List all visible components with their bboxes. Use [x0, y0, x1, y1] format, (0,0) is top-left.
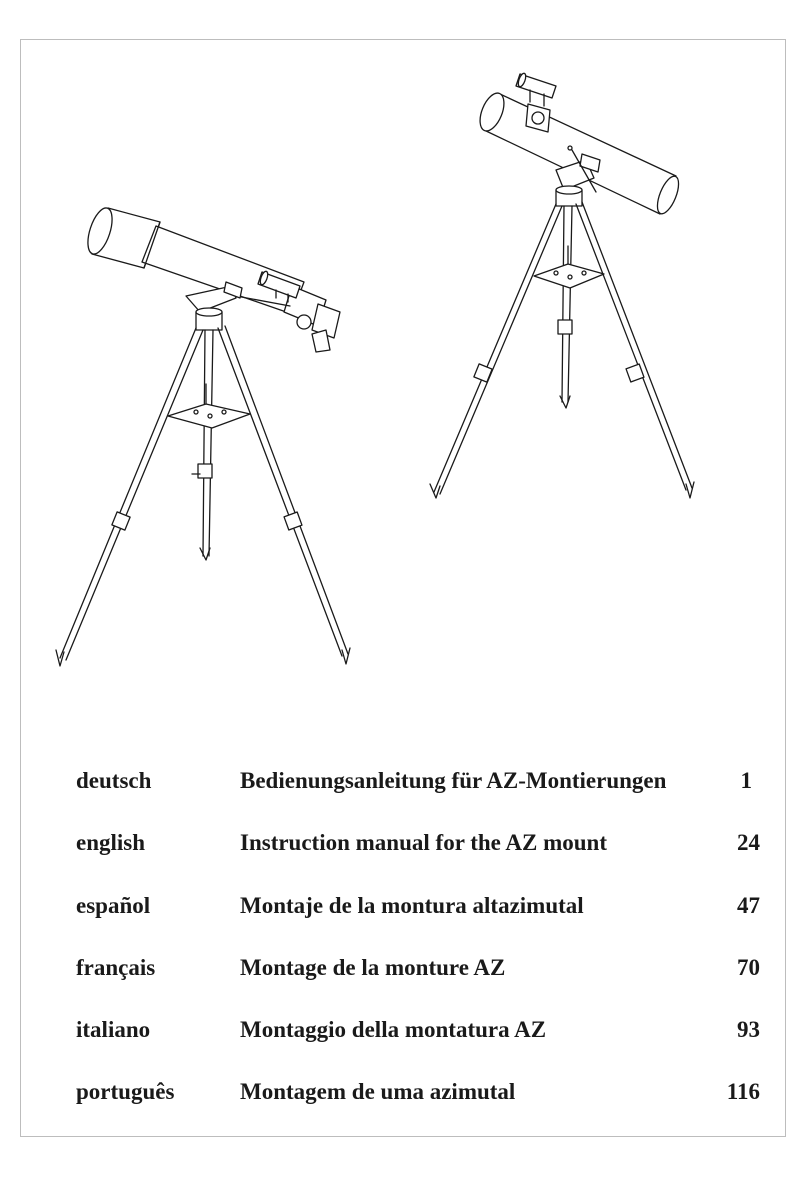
toc-page-number: 93	[737, 1017, 760, 1042]
toc-language: español	[76, 893, 151, 918]
toc-title: Montaggio della montatura AZ	[240, 1017, 547, 1042]
toc-page-number: 70	[737, 955, 760, 980]
toc-title: Montagem de uma azimutal	[240, 1079, 516, 1104]
toc-page-number: 47	[737, 893, 760, 918]
refractor-telescope-icon	[56, 205, 350, 666]
toc-row-italiano[interactable]	[0, 1010, 808, 1050]
toc-page-number: 116	[726, 1079, 760, 1104]
toc-title: Bedienungsanleitung für AZ-Montierungen	[240, 768, 667, 793]
toc-row-francais[interactable]	[0, 948, 808, 988]
toc-row-english[interactable]	[0, 823, 808, 863]
toc-language: português	[76, 1079, 175, 1104]
reflector-telescope-icon	[430, 72, 694, 498]
toc-language: english	[76, 830, 146, 855]
toc-row-portugues[interactable]	[0, 1072, 808, 1112]
toc-page-number: 1	[740, 768, 752, 793]
toc-title: Montaje de la montura altazimutal	[240, 893, 584, 918]
toc-language: français	[76, 955, 156, 980]
toc-title: Montage de la monture AZ	[240, 955, 506, 980]
toc-language: italiano	[76, 1017, 151, 1042]
toc-page-number: 24	[737, 830, 760, 855]
toc-title: Instruction manual for the AZ mount	[240, 830, 607, 855]
toc-row-espanol[interactable]	[0, 886, 808, 926]
toc-language: deutsch	[76, 768, 152, 793]
toc-row-deutsch[interactable]	[0, 761, 808, 801]
